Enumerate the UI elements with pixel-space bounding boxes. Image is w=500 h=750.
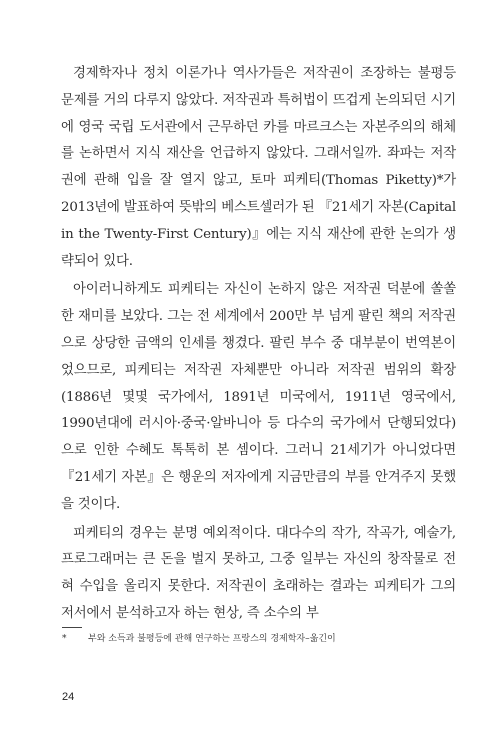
paragraph-1: 경제학자나 정치 이론가나 역사가들은 저작권이 조장하는 불평등 문제를 거의 다루지 않았다. 저작권과 특허법이 뜨겁게 논의되던 시기에 영국 국립 도서관에서 근무하던 카를 마르크스는 자본주의의 해체를 논하면서 지식 재산을 언급하지 않았다. 그래서일까. 좌파는 저작권에 관해 입을 잘 열지 않고, 토마 피케티(Thomas Piketty)*가 2013년에 발표하여 뜻밖의 베스트셀러가 된 『21세기 자본(Capital in the Twenty-First Century)』에는 지식 재산에 관한 논의가 생략되어 있다. (61, 66, 456, 269)
body-text (61, 61, 456, 628)
page-number: 24 (62, 691, 75, 703)
footnote-divider (62, 627, 82, 628)
paragraph-3: 피케티의 경우는 분명 예외적이다. 대다수의 작가, 작곡가, 예술가, 프로그래머는 큰 돈을 벌지 못하고, 그중 일부는 자신의 창작물로 전혀 수입을 올리지 못한다. 저작권이 초래하는 결과는 피케티가 그의 저서에서 분석하고자 하는 현상, 즉 소수의 부 (61, 525, 456, 621)
footnote-mark: * (62, 634, 67, 644)
paragraph-2: 아이러니하게도 피케티는 자신이 논하지 않은 저작권 덕분에 쏠쏠한 재미를 보았다. 그는 전 세계에서 200만 부 넘게 팔린 책의 저작권으로 상당한 금액의 인세를 챙겼다. 팔린 부수 중 대부분이 번역본이었으므로, 피케티는 저작권 자체뿐만 아니라 저작권 범위의 확장(1886년 몇몇 국가에서, 1891년 미국에서, 1911년 영국에서, 1990년대에 러시아·중국·알바니아 등 다수의 국가에서 단행되었다)으로 인한 수혜도 톡톡히 본 셈이다. 그러니 21세기가 아니었다면 『21세기 자본』은 행운의 저자에게 지금만큼의 부를 안겨주지 못했을 것이다. (61, 282, 456, 512)
footnote-text: 부와 소득과 불평등에 관해 연구하는 프랑스의 경제학자–옮긴이 (88, 634, 336, 644)
footnote (62, 632, 452, 646)
